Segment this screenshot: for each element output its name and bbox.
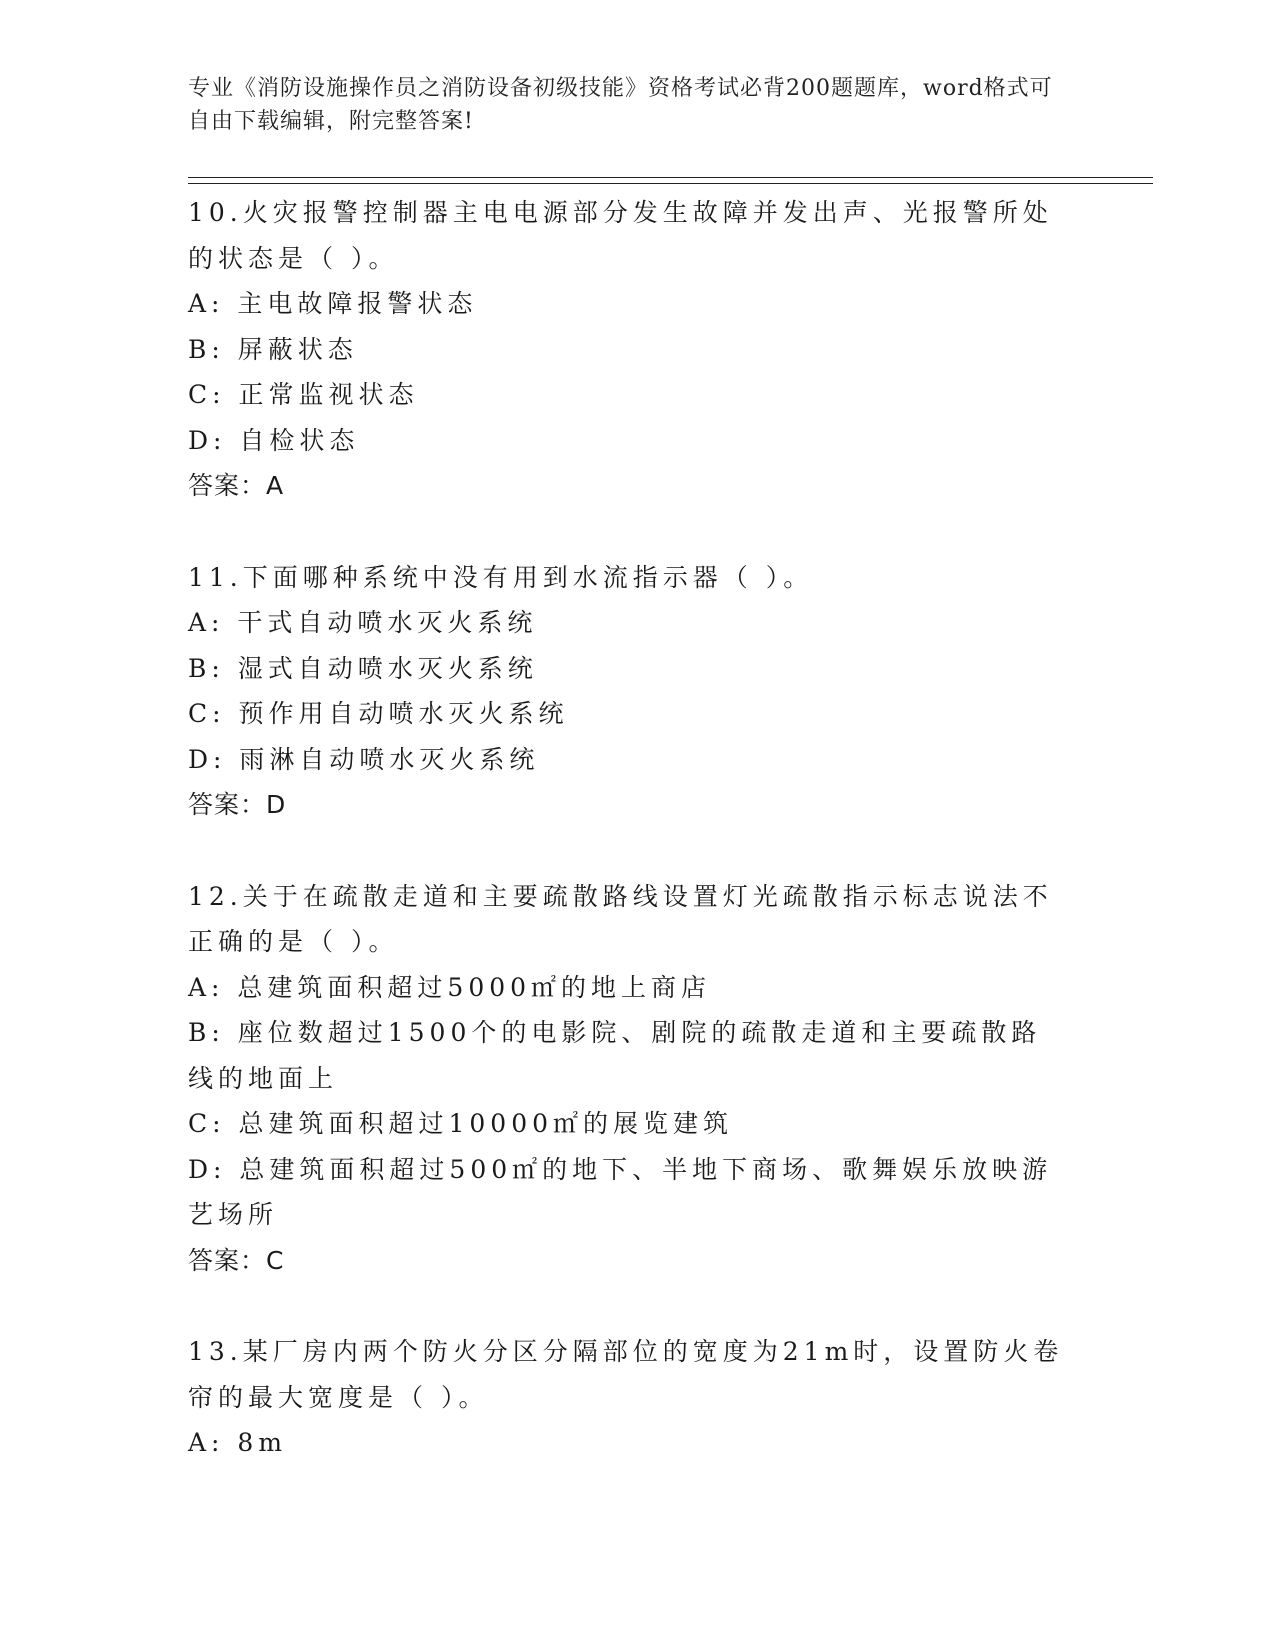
document-header: 专业《消防设施操作员之消防设备初级技能》资格考试必背200题题库，word格式可自由下载编辑，附完整答案!	[188, 76, 1053, 134]
question-12	[188, 874, 1068, 1284]
header-rule-top	[188, 177, 1153, 178]
option-c: C: 正常监视状态	[188, 380, 419, 409]
question-stem: 13.某厂房内两个防火分区分隔部位的宽度为21m时，设置防火卷帘的最大宽度是（ ）。	[188, 1337, 1064, 1412]
question-stem: 10.火灾报警控制器主电电源部分发生故障并发出声、光报警所处的状态是（ ）。	[188, 198, 1053, 273]
question-10	[188, 190, 1068, 509]
option-a: A: 干式自动喷水灭火系统	[188, 608, 538, 637]
option-d: D: 总建筑面积超过500㎡的地下、半地下商场、歌舞娱乐放映游艺场所	[188, 1154, 1053, 1229]
option-a: A: 8m	[188, 1428, 288, 1457]
option-d: D: 自检状态	[188, 425, 360, 455]
option-b: B: 座位数超过1500个的电影院、剧院的疏散走道和主要疏散路线的地面上	[188, 1018, 1042, 1093]
option-a: A: 主电故障报警状态	[188, 289, 478, 318]
question-spacer	[188, 1283, 1068, 1329]
option-d: D: 雨淋自动喷水灭火系统	[188, 744, 540, 774]
option-b: B: 屏蔽状态	[188, 334, 358, 364]
question-stem: 12.关于在疏散走道和主要疏散路线设置灯光疏散指示标志说法不正确的是（ ）。	[188, 881, 1053, 956]
question-spacer	[188, 509, 1068, 555]
header-rule-bottom	[188, 183, 1153, 184]
option-c: C: 预作用自动喷水灭火系统	[188, 699, 569, 728]
answer-label: 答案：D	[188, 790, 287, 819]
option-a: A: 总建筑面积超过5000㎡的地上商店	[188, 972, 712, 1002]
option-c: C: 总建筑面积超过10000㎡的展览建筑	[188, 1109, 734, 1138]
option-b: B: 湿式自动喷水灭火系统	[188, 653, 538, 683]
question-11	[188, 555, 1068, 828]
answer-label: 答案：A	[188, 471, 285, 500]
question-spacer	[188, 828, 1068, 874]
question-13	[188, 1329, 1068, 1466]
question-list	[188, 190, 1068, 1466]
question-stem: 11.下面哪种系统中没有用到水流指示器（ ）。	[188, 562, 814, 592]
answer-label: 答案：C	[188, 1245, 285, 1275]
